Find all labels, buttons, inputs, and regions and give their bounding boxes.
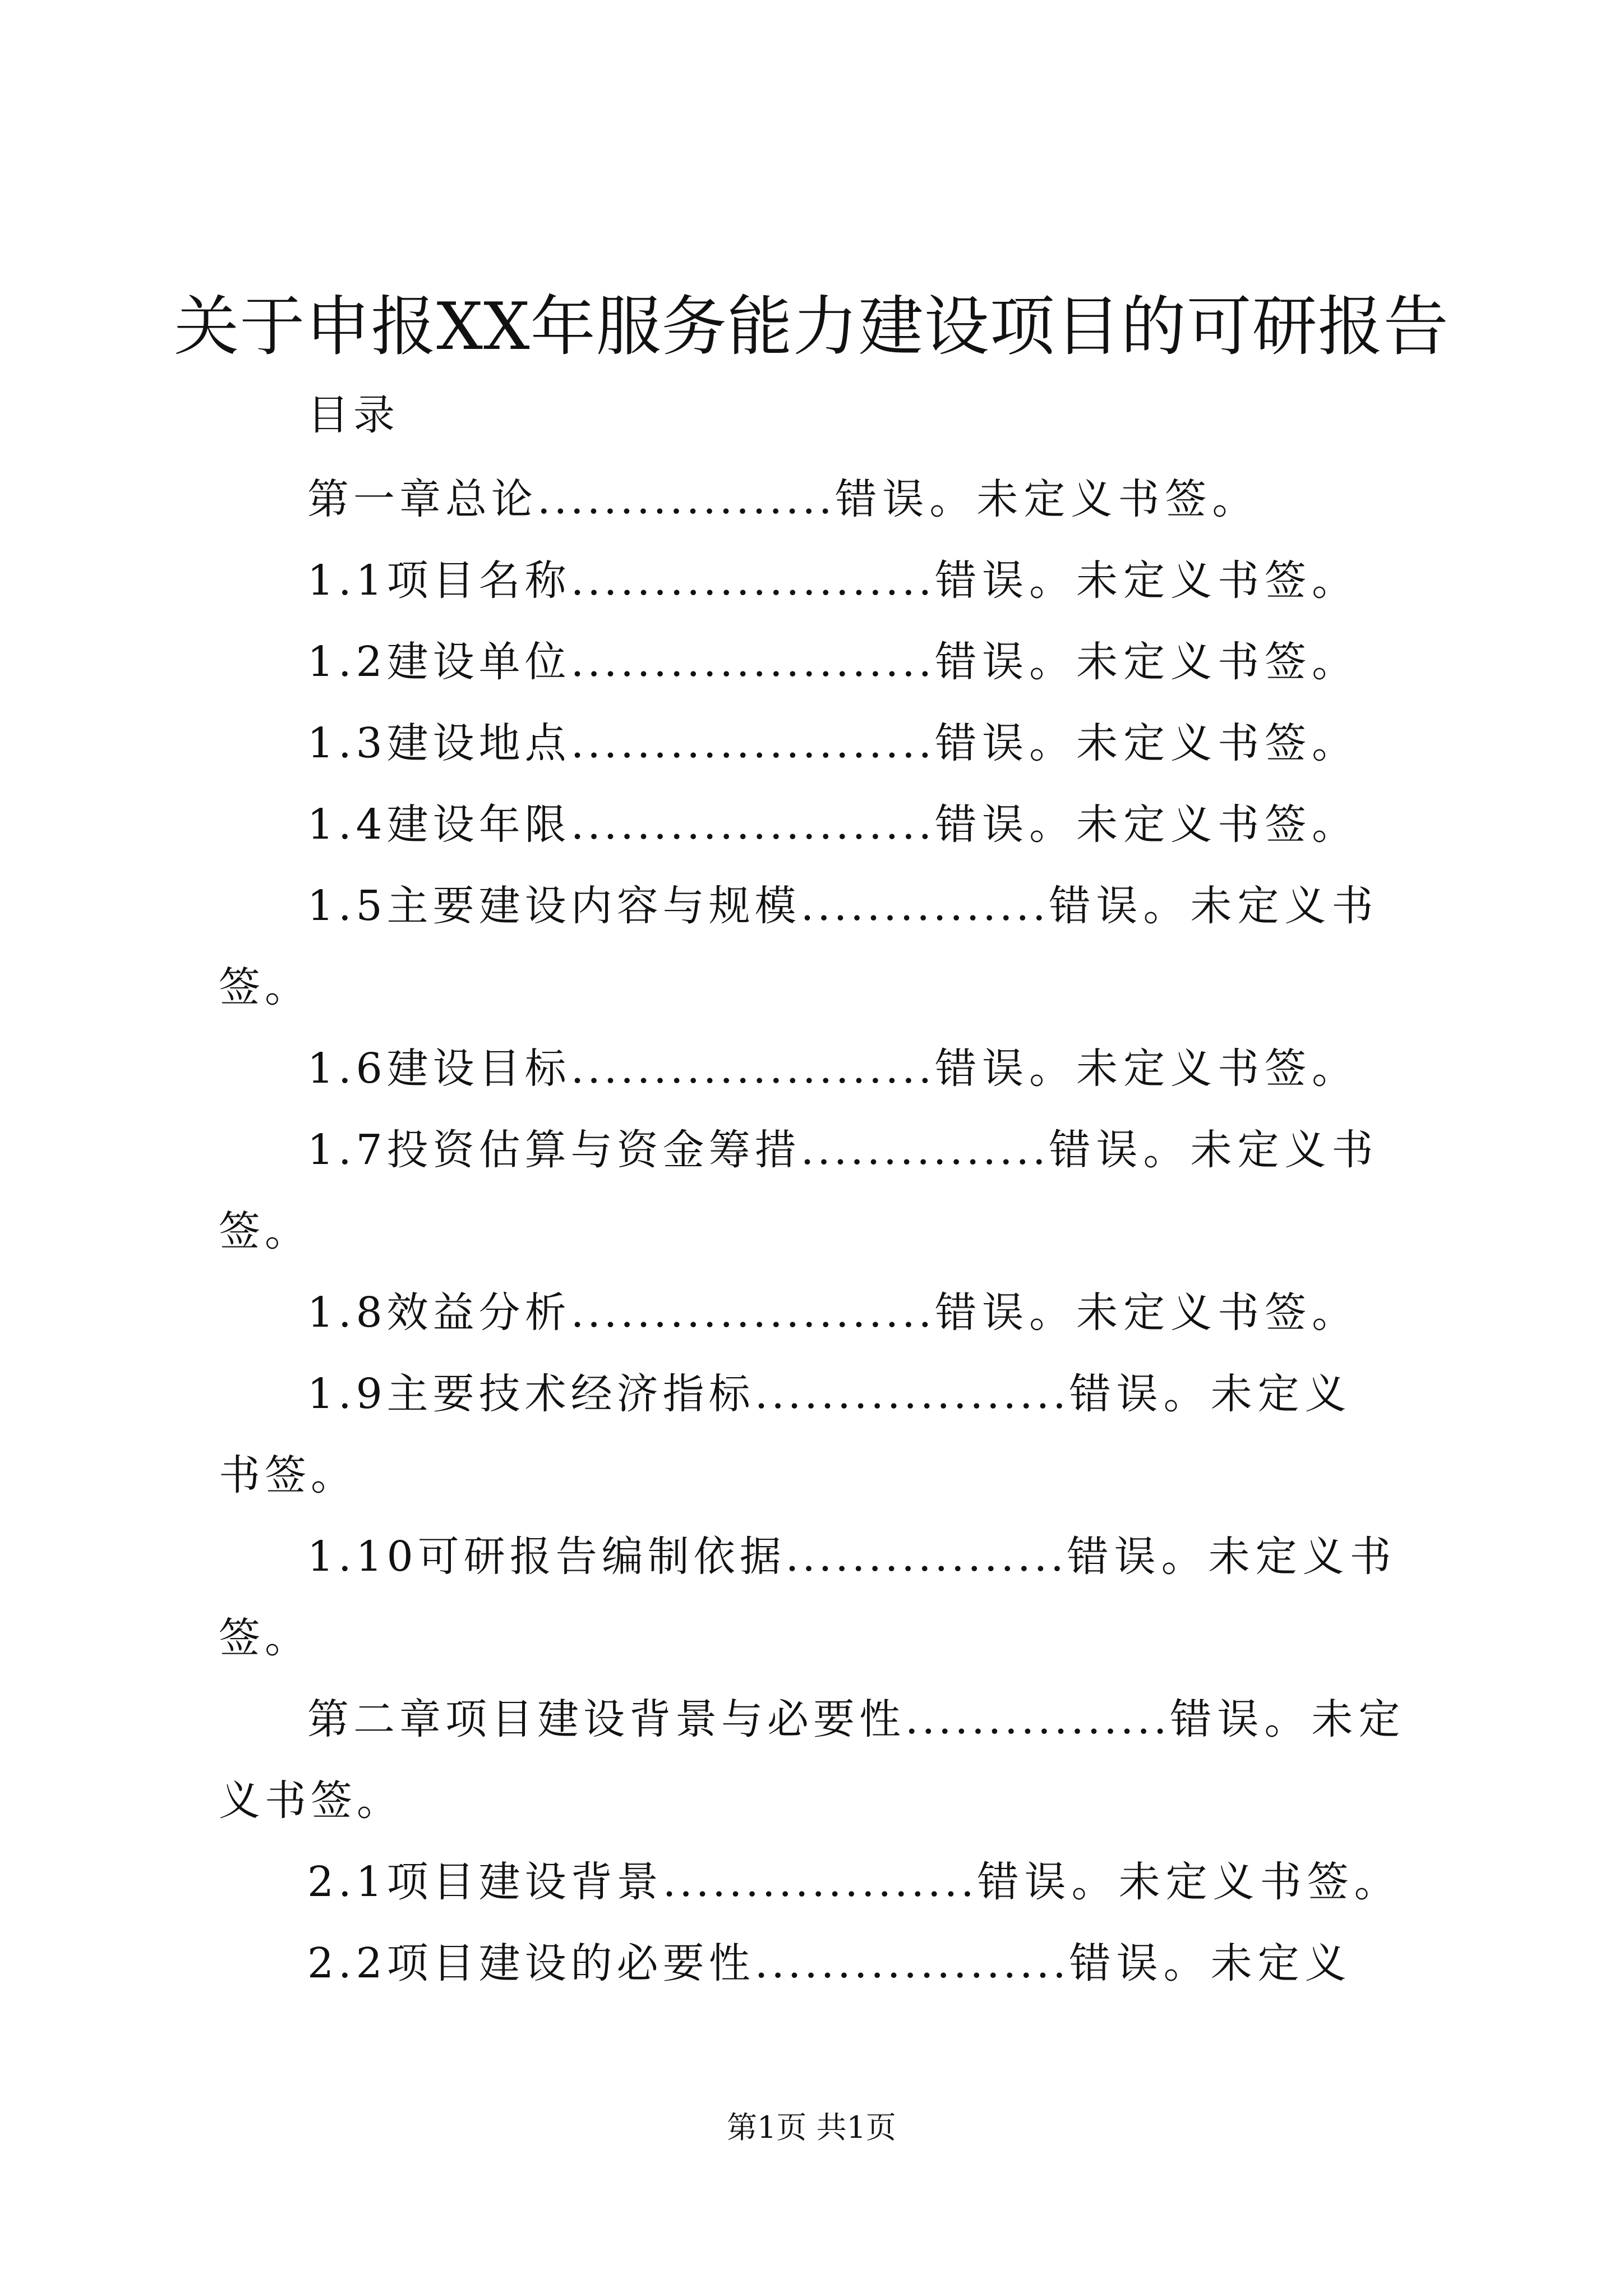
toc-entry-leader: ................... (662, 1858, 978, 1906)
toc-entry-leader: .................. (537, 475, 836, 523)
toc-entry[interactable] (307, 1366, 1352, 1422)
toc-entry-page-ref: 错误。未定义书签。 (935, 1289, 1359, 1337)
toc-entry-leader: ............... (800, 1126, 1049, 1174)
toc-entry-page-ref: 错误。未定义书签。 (935, 638, 1359, 686)
toc-entry-leader: ...................... (570, 638, 935, 686)
toc-entry-page-ref: 错误。未定义 (1069, 1939, 1352, 1987)
toc-entry-page-ref: 错误。未定义书签。 (935, 1045, 1359, 1093)
toc-entry-page-ref: 错误。未定义书签。 (935, 556, 1359, 605)
toc-entry-label: 第二章项目建设背景与必要性 (307, 1695, 905, 1743)
toc-entry[interactable] (307, 1285, 1359, 1341)
toc-entry[interactable] (307, 1691, 1405, 1747)
toc-entry-label: 1.5主要建设内容与规模 (307, 882, 801, 930)
toc-entry-label: 1.4建设年限 (307, 800, 571, 849)
toc-entry[interactable] (307, 471, 1259, 527)
toc-entry-leader: ............... (800, 882, 1049, 930)
toc-entry-leader: ...................... (570, 1289, 935, 1337)
toc-entry-label: 1.3建设地点 (307, 719, 571, 767)
document-title: 关于申报XX年服务能力建设项目的可研报告 (174, 289, 1449, 365)
toc-entry-leader: ...................... (570, 800, 935, 849)
toc-entry-leader: ................ (905, 1695, 1170, 1743)
toc-entry[interactable] (307, 878, 1379, 934)
toc-entry-label: 1.1项目名称 (307, 556, 571, 605)
toc-entry-label: 1.9主要技术经济指标 (307, 1370, 755, 1418)
toc-entry-leader: ...................... (570, 1045, 935, 1093)
toc-entry[interactable] (307, 634, 1359, 690)
toc-entry-page-ref: 错误。未定义书 (1049, 882, 1379, 930)
toc-entry-label: 1.7投资估算与资金筹措 (307, 1126, 801, 1174)
toc-entry-label: 1.10可研报告编制依据 (307, 1533, 786, 1581)
toc-entry[interactable] (307, 553, 1359, 609)
toc-entry-page-ref: 错误。未定义书签。 (977, 1858, 1401, 1906)
toc-entry-page-ref: 错误。未定义书签。 (835, 475, 1260, 523)
toc-entry-continuation: 签。 (219, 1207, 311, 1255)
toc-entry-page-ref: 错误。未定义 (1069, 1370, 1352, 1418)
toc-entry-label: 1.6建设目标 (307, 1045, 571, 1093)
page-footer: 第1页 共1页 (727, 2110, 896, 2145)
toc-entry-page-ref: 错误。未定义书签。 (935, 800, 1359, 849)
toc-entry[interactable] (307, 1041, 1359, 1097)
toc-entry-label: 1.2建设单位 (307, 638, 571, 686)
toc-entry-label: 2.2项目建设的必要性 (307, 1939, 755, 1987)
toc-entry-leader: ................... (754, 1370, 1069, 1418)
toc-entry-label: 2.1项目建设背景 (307, 1858, 663, 1906)
toc-entry[interactable] (307, 1122, 1379, 1178)
toc-heading: 目录 (307, 391, 399, 439)
toc-entry-page-ref: 错误。未定 (1170, 1695, 1406, 1743)
toc-entry[interactable] (307, 1854, 1401, 1910)
toc-entry[interactable] (307, 1935, 1352, 1991)
toc-entry-page-ref: 错误。未定义书 (1067, 1533, 1397, 1581)
toc-entry-leader: ................. (785, 1533, 1067, 1581)
toc-entry-page-ref: 错误。未定义书 (1049, 1126, 1379, 1174)
toc-entry-leader: ................... (754, 1939, 1069, 1987)
toc-entry-page-ref: 错误。未定义书签。 (935, 719, 1359, 767)
toc-entry[interactable] (307, 715, 1359, 771)
toc-entry-label: 第一章总论 (307, 475, 537, 523)
toc-entry-continuation: 签。 (219, 1614, 311, 1662)
toc-entry-leader: ...................... (570, 719, 935, 767)
toc-entry-label: 1.8效益分析 (307, 1289, 571, 1337)
toc-entry-continuation: 书签。 (219, 1451, 357, 1499)
toc-entry-continuation: 签。 (219, 963, 311, 1011)
toc-entry[interactable] (307, 797, 1359, 853)
toc-entry-leader: ...................... (570, 556, 935, 605)
toc-entry-continuation: 义书签。 (219, 1777, 403, 1825)
toc-entry[interactable] (307, 1529, 1397, 1585)
